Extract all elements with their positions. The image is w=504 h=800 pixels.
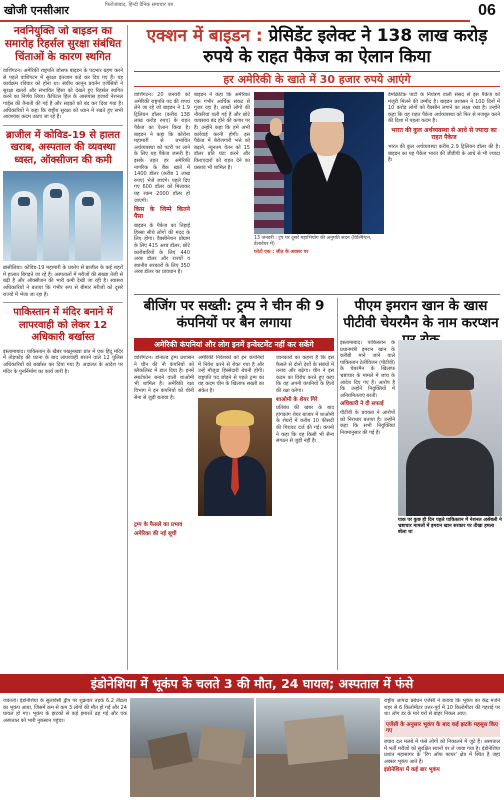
main-subheadline: हर अमेरिकी के खाते में 30 हजार रुपये आएंगे — [134, 71, 500, 87]
hand-shape — [270, 118, 282, 136]
imran-col1-subhead: अधिकारी ने दी सफाई — [340, 401, 384, 408]
main-col3b-text: भारत की कुल अर्थव्यवस्था करीब 2.9 ट्रिलियन डॉलर की है। बाइडन का यह पैकेज भारत की जीडीपी के आधे से भी ज्यादा है। — [388, 144, 500, 164]
imran-photo — [398, 340, 502, 516]
main-headline-text: प्रेसिडेंट इलेक्ट ने 138 लाख करोड़ रुपये के राहत पैकेज का ऐलान किया — [203, 26, 488, 67]
quake-col2-text: राष्ट्रीय आपदा प्रबंधन एजेंसी ने बताया कि भूकंप का केंद्र मजेने शहर से 6 किलोमीटर उत्तर-पूर्व में 10 किलोमीटर की गहराई पर था। लोग डर के मारे घरों से बाहर निकल आए। — [384, 698, 500, 718]
main-col1b-text: बाइडन के पैकेज का तिहाई हिस्सा सीधे लोगों की मदद के लिए होगा। वैक्सीनेशन प्रोग्राम के लिए 415 अरब डॉलर, छोटे कारोबारियों के लिए 440 अरब डॉलर और राज्यों व स्थानीय सरकारों के लिए 350 अरब डॉलर का प्रावधान है। — [134, 223, 190, 276]
quake-col3-subhead: इंडोनेशिया में कई बार भूकंप — [384, 767, 440, 774]
masthead-tagline: फिरोजाबाद, हिन्दी दैनिक समाचार पत्र — [105, 2, 174, 8]
trump-bottom-cols — [134, 520, 334, 670]
quake-photo — [130, 698, 254, 797]
trump-col4-subhead: अमेरिका की नई सूची — [134, 530, 177, 537]
biden-photo-caption2: फोटो एक : जीत के अवसर पर — [254, 250, 309, 255]
left-story1-body: वाशिंगटन। अमेरिकी राष्ट्रपति जोसफ बाइडन के पदभार ग्रहण करने से पहले वाशिंगटन में सुरक्षा इंतजाम कड़े कर दिए गए हैं। यह कार्यक्रम रविवार को होना था। संघीय कानून प्रवर्तन एजेंसियों ने सुरक्षा खतरों और संभावित हिंसा को देखते हुए रिहर्सल स्थगित करने का निर्णय लिया। कैपिटल हिल के आसपास हजारों नेशनल गार्ड्स की तैनाती की गई है और सड़कों को बंद कर दिया गया है। अधिकारियों ने कहा कि राष्ट्रीय सुरक्षा को ध्यान में रखते हुए सभी आवश्यक कदम उठाए जा रहे हैं। — [3, 68, 123, 121]
trump-col1-text: वाशिंगटन। डोनाल्ड ट्रम्प प्रशासन ने चीन की नौ कंपनियों को ब्लैकलिस्ट में डाल दिया है। इनमें स्मार्टफोन बनाने वाली शाओमी भी शामिल है। अमेरिकी रक्षा विभाग ने इन कंपनियों को चीनी सेना से जुड़ी बताया है। — [134, 355, 194, 401]
health-worker-figure — [43, 183, 69, 261]
imran-col2-text: पीटीवी के प्रवक्ता ने आरोपों को निराधार बताया है। उन्होंने कहा कि सभी नियुक्तियां नियमानुसार की गई हैं। — [340, 409, 395, 436]
hair-shape — [310, 108, 344, 122]
main-col2-text: बाइडन ने कहा कि अमेरिका एक गंभीर आर्थिक संकट से गुजर रहा है। लाखों लोगों की नौकरियां चली गई हैं और छोटे व्यवसाय बंद होने की कगार पर हैं। उन्होंने कहा कि हमें अभी कार्रवाई करनी होगी। इस पैकेज में बेरोजगारी भत्ते को बढ़ाने, न्यूनतम वेतन को 15 डॉलर प्रति घंटा करने और किराएदारों को राहत देने का प्रस्ताव भी शामिल है। — [194, 92, 250, 171]
main-col1 — [134, 92, 190, 292]
main-col3-subhead: भारत की कुल अर्थव्यवस्था से आधे से ज्यादा का राहत पैकेज — [391, 126, 497, 141]
body-shape — [406, 438, 494, 516]
newspaper-logo: खोजी एनसीआर — [4, 4, 69, 17]
trump-story-headline — [134, 298, 334, 332]
left-story3-body: इस्लामाबाद। पाकिस्तान के खैबर पख्तूनख्वा प्रांत में एक हिंदू मंदिर में तोड़फोड़ की घटना के बाद लापरवाही बरतने वाले 12 पुलिस अधिकारियों को बर्खास्त कर दिया गया है। अदालत के आदेश पर मंदिर के पुनर्निर्माण का कार्य जारी है। — [3, 348, 123, 375]
biden-photo — [254, 92, 384, 234]
imran-col1-text: इस्लामाबाद। पाकिस्तान के प्रधानमंत्री इमरान खान के करीबी माने जाने वाले पाकिस्तान टेलीविजन (पीटीवी) के चेयरमैन के खिलाफ भ्रष्टाचार के मामले में जांच के आदेश दिए गए हैं। आरोप है कि उन्होंने नियुक्तियों में अनियमितताएं बरतीं। — [340, 340, 395, 399]
main-col3 — [388, 92, 500, 292]
quake-photo-2 — [256, 698, 380, 797]
quake-col2 — [384, 698, 500, 797]
biden-photo-caption: 13 जनवरी : ट्रंप पर दूसरे महाभियोग की अनुमति सदन (विल्मिंग्टन, डेलावेयर में) — [254, 236, 372, 247]
quake-col1 — [3, 698, 127, 797]
trump-col4-text: प्रतिबंध की खबर के बाद हांगकांग शेयर बाजार में शाओमी के शेयरों में करीब 10 फीसदी की गिरावट दर्ज की गई। कंपनी ने कहा कि वह किसी भी सैन्य संगठन से जुड़ी नहीं है। — [276, 405, 334, 445]
main-col2 — [194, 92, 250, 292]
main-headline-red: एक्शन में बाइडन : — [146, 26, 263, 46]
main-col1-subhead: किस के जिम्मे कितने पैसा — [134, 206, 190, 220]
collapsed-wall-shape — [198, 725, 246, 765]
trump-headline-text: बीजिंग पर सख्ती: ट्रम्प ने चीन की 9 कंपनियों पर बैन लगाया — [143, 298, 325, 331]
quake-quote: एजेंसी के अनुसार भूकंप के बाद कई झटके महसूस किए गए — [384, 720, 500, 737]
left-story2-headline: ब्राजील में कोविड-19 से हालत खराब, अस्पताल की व्यवस्था ध्वस्त, ऑक्सीजन की कमी — [6, 129, 120, 166]
left-story3-headline: पाकिस्तान में मंदिर बनाने में लापरवाही को लेकर 12 अधिकारी बर्खास्त — [13, 307, 113, 344]
quake-headline: इंडोनेशिया में भूकंप के चलते 3 की मौत, 24 घायल; अस्पताल में फंसे — [0, 674, 504, 693]
trump-col2 — [198, 355, 264, 395]
section-divider — [134, 294, 500, 295]
hair-shape — [216, 410, 254, 426]
divider — [3, 125, 123, 126]
column-divider — [337, 298, 338, 670]
health-worker-figure — [11, 191, 37, 261]
imran-headline-text: पीएम इमरान खान के खास पीटीवी चेयरमैन के नाम करप्शन — [343, 298, 499, 331]
imran-col1 — [340, 340, 395, 670]
trump-col3-subhead: शाओमी के शेयर गिरे — [276, 396, 318, 403]
hair-shape — [426, 368, 474, 390]
trump-col1 — [134, 355, 194, 515]
trump-col2-text: अमेरिकी निवेशकों को इन कंपनियों में निवेश करने से रोका गया है और उन्हें मौजूदा हिस्सेदारी बेचनी होगी। राष्ट्रपति पद छोड़ने से पहले ट्रम्प का यह कदम चीन के खिलाफ सख्ती का संकेत है। — [198, 355, 264, 394]
page-number: 06 — [470, 0, 504, 22]
divider — [3, 302, 123, 303]
quake-col1-text: जकार्ता। इंडोनेशिया के सुलावेसी द्वीप पर शुक्रवार तड़के 6.2 तीव्रता का भूकंप आया, जिसमें कम से कम 3 लोगों की मौत हो गई और 24 घायल हो गए। भूकंप के झटकों से कई इमारतें ढह गईं और एक अस्पताल को भारी नुकसान पहुंचा। — [3, 698, 127, 724]
main-col1-text: वाशिंगटन। 20 जनवरी को अमेरिकी राष्ट्रपति पद की शपथ लेने जा रहे जो बाइडन ने 1.9 ट्रिलियन डॉलर (करीब 138 लाख करोड़ रुपए) के राहत पैकेज का ऐलान किया है। बाइडन ने कहा कि कोरोना महामारी से प्रभावित अर्थव्यवस्था को पटरी पर लाने के लिए यह पैकेज जरूरी है। इसके तहत हर अमेरिकी नागरिक के बैंक खाते में 1400 डॉलर (करीब 1 लाख रुपए) भेजे जाएंगे। पहले दिए गए 600 डॉलर को मिलाकर यह रकम 2000 डॉलर हो जाएगी। — [134, 92, 190, 204]
health-worker-figure — [75, 191, 101, 261]
trump-story-subheadline: अमेरिकी कंपनियां और लोग इनमें इन्वेस्टमेंट नहीं कर सकेंगे — [134, 338, 334, 351]
masthead — [0, 0, 504, 22]
left-column — [3, 25, 128, 670]
hospital-photo — [3, 171, 123, 261]
main-col3-text: डेमोक्रेटिक पार्टी के नियंत्रण वाली संसद से इस पैकेज को मंजूरी मिलने की उम्मीद है। बाइडन प्रशासन ने 100 दिनों में 10 करोड़ लोगों को वैक्सीन लगाने का लक्ष्य रखा है। उन्होंने कहा कि यह राहत पैकेज अर्थव्यवस्था को फिर से मजबूत करने की दिशा में पहला कदम है। — [388, 92, 500, 125]
quake-col3-text: बचाव दल मलबे में फंसे लोगों को निकालने में जुटे हैं। अस्पताल में भर्ती मरीजों को सुरक्षित स्थानों पर ले जाया गया है। इंडोनेशिया प्रशांत महासागर के 'रिंग ऑफ फायर' क्षेत्र में स्थित है जहां अक्सर भूकंप आते हैं। — [384, 738, 500, 765]
trump-col3-text: जानकारों का कहना है कि इस फैसले से दोनों देशों के संबंधों में तनाव और बढ़ेगा। चीन ने इस कदम का विरोध करते हुए कहा कि वह अपनी कंपनियों के हितों की रक्षा करेगा। — [276, 355, 334, 394]
trump-col2-subhead: ट्रम्प के फैसले का प्रभाव — [134, 522, 183, 528]
left-story1-headline: नवनियुक्ति जो बाइडन का समारोह रिहर्सल सुरक्षा संबंधित चिंताओं के कारण स्थगित — [4, 25, 122, 63]
trump-photo — [198, 398, 272, 516]
imran-photo-caption: पाक पर कुछ ही दिन पहले पाकिस्तान में नेशनल असेंबली ने भ्रष्टाचार मामलों में इमरान खान सरकार पर तीखा हमला बोला था — [398, 518, 502, 536]
building-shape — [284, 715, 348, 765]
main-headline — [134, 26, 500, 68]
left-story2-body: ब्रासीलिया। कोविड-19 महामारी के प्रकोप से ब्राजील के कई शहरों में हालात बिगड़ते जा रहे हैं। अस्पतालों में मरीजों की संख्या तेजी से बढ़ी है और ऑक्सीजन की भारी कमी देखी जा रही है। स्वास्थ्य अधिकारियों ने बताया कि गंभीर रूप से बीमार मरीजों को दूसरे राज्यों में भेजा जा रहा है। — [3, 265, 123, 298]
trump-col3 — [276, 355, 334, 515]
